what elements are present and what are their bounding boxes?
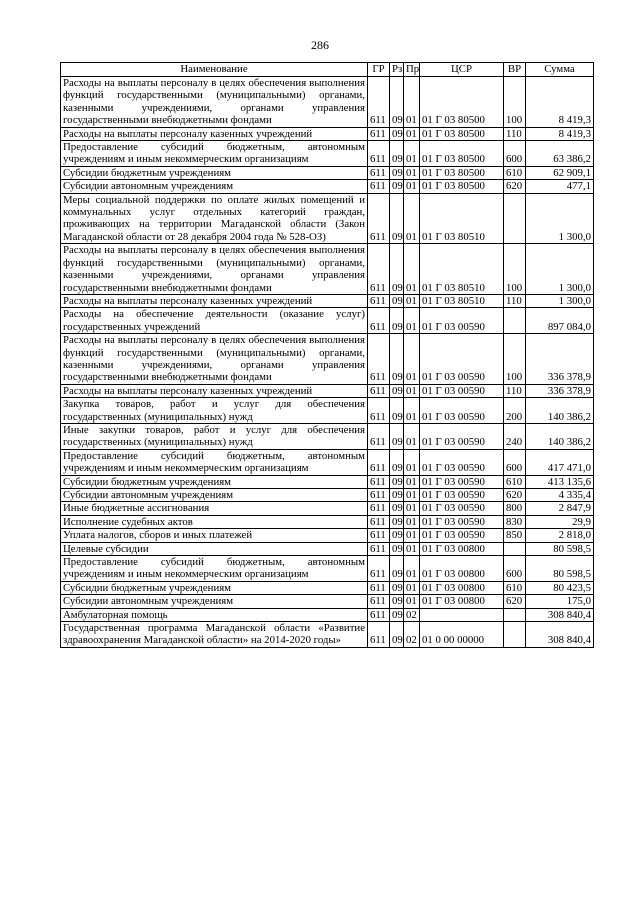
cell-csr: 01 Г 03 00590 xyxy=(420,398,504,424)
cell-sum: 8 419,3 xyxy=(526,127,594,140)
cell-name: Расходы на обеспечение деятельности (оказание услуг) государственных учреждений xyxy=(61,308,368,334)
cell-pr: 01 xyxy=(404,515,420,528)
cell-name: Уплата налогов, сборов и иных платежей xyxy=(61,529,368,542)
cell-name: Исполнение судебных актов xyxy=(61,515,368,528)
table-row xyxy=(61,77,594,128)
cell-gr: 611 xyxy=(368,308,390,334)
cell-pr: 01 xyxy=(404,581,420,594)
cell-csr xyxy=(420,608,504,621)
cell-vr: 610 xyxy=(504,581,526,594)
cell-rz: 09 xyxy=(390,581,404,594)
cell-rz: 09 xyxy=(390,193,404,244)
cell-gr: 611 xyxy=(368,608,390,621)
cell-sum: 1 300,0 xyxy=(526,193,594,244)
cell-sum: 1 300,0 xyxy=(526,244,594,295)
cell-vr: 600 xyxy=(504,449,526,475)
table-row xyxy=(61,542,594,555)
cell-gr: 611 xyxy=(368,398,390,424)
table-row xyxy=(61,556,594,582)
table-row xyxy=(61,308,594,334)
cell-name: Расходы на выплаты персоналу казенных учреждений xyxy=(61,384,368,397)
cell-csr: 01 Г 03 00800 xyxy=(420,556,504,582)
cell-gr: 611 xyxy=(368,384,390,397)
cell-sum: 80 598,5 xyxy=(526,542,594,555)
cell-rz: 09 xyxy=(390,244,404,295)
cell-sum: 175,0 xyxy=(526,595,594,608)
cell-pr: 01 xyxy=(404,384,420,397)
cell-sum: 417 471,0 xyxy=(526,449,594,475)
cell-gr: 611 xyxy=(368,542,390,555)
cell-sum: 897 084,0 xyxy=(526,308,594,334)
cell-pr: 01 xyxy=(404,334,420,385)
cell-name: Иные бюджетные ассигнования xyxy=(61,502,368,515)
cell-pr: 01 xyxy=(404,308,420,334)
cell-csr: 01 0 00 00000 xyxy=(420,622,504,648)
cell-name: Субсидии автономным учреждениям xyxy=(61,180,368,193)
cell-csr: 01 Г 03 00590 xyxy=(420,529,504,542)
cell-gr: 611 xyxy=(368,244,390,295)
cell-sum: 1 300,0 xyxy=(526,294,594,307)
header-rz: Рз xyxy=(390,63,404,77)
header-sum: Сумма xyxy=(526,63,594,77)
cell-pr: 01 xyxy=(404,489,420,502)
cell-pr: 01 xyxy=(404,141,420,167)
cell-rz: 09 xyxy=(390,398,404,424)
table-row xyxy=(61,489,594,502)
cell-pr: 02 xyxy=(404,608,420,621)
cell-gr: 611 xyxy=(368,141,390,167)
table-row xyxy=(61,581,594,594)
cell-csr: 01 Г 03 00800 xyxy=(420,542,504,555)
cell-vr: 610 xyxy=(504,166,526,179)
table-row xyxy=(61,384,594,397)
cell-pr: 01 xyxy=(404,180,420,193)
cell-csr: 01 Г 03 00590 xyxy=(420,384,504,397)
table-row xyxy=(61,127,594,140)
cell-sum: 140 386,2 xyxy=(526,398,594,424)
cell-name: Закупка товаров, работ и услуг для обеспечения государственных (муниципальных) нужд xyxy=(61,398,368,424)
cell-csr: 01 Г 03 00800 xyxy=(420,581,504,594)
cell-vr: 800 xyxy=(504,502,526,515)
cell-name: Государственная программа Магаданской области «Развитие здравоохранения Магаданской области» на 2014-2020 годы» xyxy=(61,622,368,648)
table-row xyxy=(61,449,594,475)
cell-name: Целевые субсидии xyxy=(61,542,368,555)
cell-gr: 611 xyxy=(368,449,390,475)
cell-pr: 01 xyxy=(404,502,420,515)
cell-rz: 09 xyxy=(390,608,404,621)
cell-rz: 09 xyxy=(390,423,404,449)
table-row xyxy=(61,180,594,193)
cell-csr: 01 Г 03 80510 xyxy=(420,244,504,295)
table-row xyxy=(61,608,594,621)
header-gr: ГР xyxy=(368,63,390,77)
cell-sum: 477,1 xyxy=(526,180,594,193)
cell-pr: 01 xyxy=(404,449,420,475)
table-row xyxy=(61,529,594,542)
cell-csr: 01 Г 03 80510 xyxy=(420,193,504,244)
header-vr: ВР xyxy=(504,63,526,77)
cell-gr: 611 xyxy=(368,294,390,307)
cell-pr: 02 xyxy=(404,622,420,648)
cell-sum: 4 335,4 xyxy=(526,489,594,502)
table-row xyxy=(61,166,594,179)
cell-pr: 01 xyxy=(404,423,420,449)
cell-rz: 09 xyxy=(390,166,404,179)
cell-vr xyxy=(504,622,526,648)
cell-rz: 09 xyxy=(390,502,404,515)
cell-gr: 611 xyxy=(368,489,390,502)
cell-pr: 01 xyxy=(404,294,420,307)
cell-pr: 01 xyxy=(404,529,420,542)
cell-sum: 80 598,5 xyxy=(526,556,594,582)
cell-csr: 01 Г 03 00590 xyxy=(420,489,504,502)
cell-vr: 110 xyxy=(504,127,526,140)
cell-pr: 01 xyxy=(404,475,420,488)
cell-rz: 09 xyxy=(390,334,404,385)
cell-csr: 01 Г 03 00590 xyxy=(420,334,504,385)
cell-gr: 611 xyxy=(368,502,390,515)
table-row xyxy=(61,502,594,515)
cell-pr: 01 xyxy=(404,556,420,582)
cell-sum: 308 840,4 xyxy=(526,608,594,621)
cell-rz: 09 xyxy=(390,529,404,542)
cell-name: Расходы на выплаты персоналу казенных учреждений xyxy=(61,294,368,307)
cell-name: Субсидии бюджетным учреждениям xyxy=(61,166,368,179)
cell-vr: 610 xyxy=(504,475,526,488)
cell-pr: 01 xyxy=(404,542,420,555)
cell-vr: 240 xyxy=(504,423,526,449)
cell-gr: 611 xyxy=(368,622,390,648)
cell-gr: 611 xyxy=(368,193,390,244)
cell-gr: 611 xyxy=(368,334,390,385)
cell-sum: 8 419,3 xyxy=(526,77,594,128)
cell-pr: 01 xyxy=(404,127,420,140)
cell-gr: 611 xyxy=(368,77,390,128)
cell-name: Субсидии бюджетным учреждениям xyxy=(61,475,368,488)
cell-sum: 336 378,9 xyxy=(526,334,594,385)
table-row xyxy=(61,398,594,424)
cell-rz: 09 xyxy=(390,542,404,555)
cell-rz: 09 xyxy=(390,622,404,648)
cell-csr: 01 Г 03 00590 xyxy=(420,475,504,488)
table-row xyxy=(61,334,594,385)
cell-name: Предоставление субсидий бюджетным, автономным учреждениям и иным некоммерческим организациям xyxy=(61,449,368,475)
cell-vr: 110 xyxy=(504,294,526,307)
cell-rz: 09 xyxy=(390,515,404,528)
cell-sum: 140 386,2 xyxy=(526,423,594,449)
cell-name: Субсидии автономным учреждениям xyxy=(61,595,368,608)
cell-sum: 2 847,9 xyxy=(526,502,594,515)
cell-rz: 09 xyxy=(390,141,404,167)
header-name: Наименование xyxy=(61,63,368,77)
cell-name: Амбулаторная помощь xyxy=(61,608,368,621)
cell-pr: 01 xyxy=(404,77,420,128)
cell-csr: 01 Г 03 00800 xyxy=(420,595,504,608)
cell-csr: 01 Г 03 00590 xyxy=(420,502,504,515)
cell-vr: 100 xyxy=(504,77,526,128)
cell-rz: 09 xyxy=(390,475,404,488)
cell-name: Предоставление субсидий бюджетным, автономным учреждениям и иным некоммерческим организациям xyxy=(61,141,368,167)
cell-gr: 611 xyxy=(368,180,390,193)
cell-rz: 09 xyxy=(390,489,404,502)
cell-gr: 611 xyxy=(368,475,390,488)
cell-sum: 336 378,9 xyxy=(526,384,594,397)
table-row xyxy=(61,244,594,295)
cell-sum: 308 840,4 xyxy=(526,622,594,648)
cell-vr: 110 xyxy=(504,384,526,397)
cell-name: Расходы на выплаты персоналу в целях обеспечения выполнения функций государственными (муниципальными) органами, казенными учреждениями, органами управления государственными внебюджетными фондами xyxy=(61,77,368,128)
cell-vr xyxy=(504,608,526,621)
cell-rz: 09 xyxy=(390,308,404,334)
cell-gr: 611 xyxy=(368,595,390,608)
cell-vr: 600 xyxy=(504,141,526,167)
cell-csr: 01 Г 03 80510 xyxy=(420,294,504,307)
cell-pr: 01 xyxy=(404,193,420,244)
cell-vr xyxy=(504,308,526,334)
table-row xyxy=(61,475,594,488)
cell-rz: 09 xyxy=(390,180,404,193)
cell-gr: 611 xyxy=(368,127,390,140)
cell-csr: 01 Г 03 80500 xyxy=(420,141,504,167)
cell-vr xyxy=(504,193,526,244)
table-row xyxy=(61,193,594,244)
cell-name: Расходы на выплаты персоналу в целях обеспечения выполнения функций государственными (муниципальными) органами, казенными учреждениями, органами управления государственными внебюджетными фондами xyxy=(61,334,368,385)
cell-name: Расходы на выплаты персоналу в целях обеспечения выполнения функций государственными (муниципальными) органами, казенными учреждениями, органами управления государственными внебюджетными фондами xyxy=(61,244,368,295)
header-csr: ЦСР xyxy=(420,63,504,77)
page-number: 286 xyxy=(311,38,329,52)
cell-pr: 01 xyxy=(404,166,420,179)
cell-sum: 2 818,0 xyxy=(526,529,594,542)
cell-vr: 200 xyxy=(504,398,526,424)
cell-pr: 01 xyxy=(404,244,420,295)
cell-name: Меры социальной поддержки по оплате жилых помещений и коммунальных услуг отдельных категорий граждан, проживающих на территории Магаданской области (Закон Магаданской области от 28 декабря 2004 года № 528-ОЗ) xyxy=(61,193,368,244)
cell-rz: 09 xyxy=(390,556,404,582)
table-row xyxy=(61,622,594,648)
cell-gr: 611 xyxy=(368,515,390,528)
cell-csr: 01 Г 03 80500 xyxy=(420,127,504,140)
table-row xyxy=(61,141,594,167)
header-pr: Пр xyxy=(404,63,420,77)
cell-rz: 09 xyxy=(390,384,404,397)
cell-vr: 620 xyxy=(504,595,526,608)
cell-csr: 01 Г 03 80500 xyxy=(420,77,504,128)
cell-vr: 100 xyxy=(504,244,526,295)
cell-vr: 850 xyxy=(504,529,526,542)
cell-gr: 611 xyxy=(368,423,390,449)
table-row xyxy=(61,595,594,608)
cell-rz: 09 xyxy=(390,77,404,128)
cell-name: Субсидии автономным учреждениям xyxy=(61,489,368,502)
cell-rz: 09 xyxy=(390,449,404,475)
cell-pr: 01 xyxy=(404,398,420,424)
cell-csr: 01 Г 03 00590 xyxy=(420,308,504,334)
header-row xyxy=(61,63,594,77)
cell-vr: 620 xyxy=(504,489,526,502)
cell-gr: 611 xyxy=(368,581,390,594)
cell-vr: 100 xyxy=(504,334,526,385)
cell-csr: 01 Г 03 80500 xyxy=(420,180,504,193)
cell-rz: 09 xyxy=(390,294,404,307)
cell-sum: 29,9 xyxy=(526,515,594,528)
cell-csr: 01 Г 03 00590 xyxy=(420,423,504,449)
cell-vr xyxy=(504,542,526,555)
cell-name: Предоставление субсидий бюджетным, автономным учреждениям и иным некоммерческим организациям xyxy=(61,556,368,582)
cell-csr: 01 Г 03 00590 xyxy=(420,515,504,528)
cell-sum: 413 135,6 xyxy=(526,475,594,488)
cell-csr: 01 Г 03 80500 xyxy=(420,166,504,179)
cell-vr: 600 xyxy=(504,556,526,582)
cell-vr: 830 xyxy=(504,515,526,528)
cell-pr: 01 xyxy=(404,595,420,608)
cell-vr: 620 xyxy=(504,180,526,193)
cell-name: Субсидии бюджетным учреждениям xyxy=(61,581,368,594)
cell-gr: 611 xyxy=(368,556,390,582)
cell-rz: 09 xyxy=(390,127,404,140)
cell-rz: 09 xyxy=(390,595,404,608)
cell-name: Иные закупки товаров, работ и услуг для обеспечения государственных (муниципальных) нужд xyxy=(61,423,368,449)
cell-sum: 63 386,2 xyxy=(526,141,594,167)
table-row xyxy=(61,294,594,307)
cell-csr: 01 Г 03 00590 xyxy=(420,449,504,475)
table-row xyxy=(61,423,594,449)
cell-sum: 62 909,1 xyxy=(526,166,594,179)
budget-table xyxy=(60,62,594,648)
cell-gr: 611 xyxy=(368,529,390,542)
cell-name: Расходы на выплаты персоналу казенных учреждений xyxy=(61,127,368,140)
cell-sum: 80 423,5 xyxy=(526,581,594,594)
cell-gr: 611 xyxy=(368,166,390,179)
table-row xyxy=(61,515,594,528)
